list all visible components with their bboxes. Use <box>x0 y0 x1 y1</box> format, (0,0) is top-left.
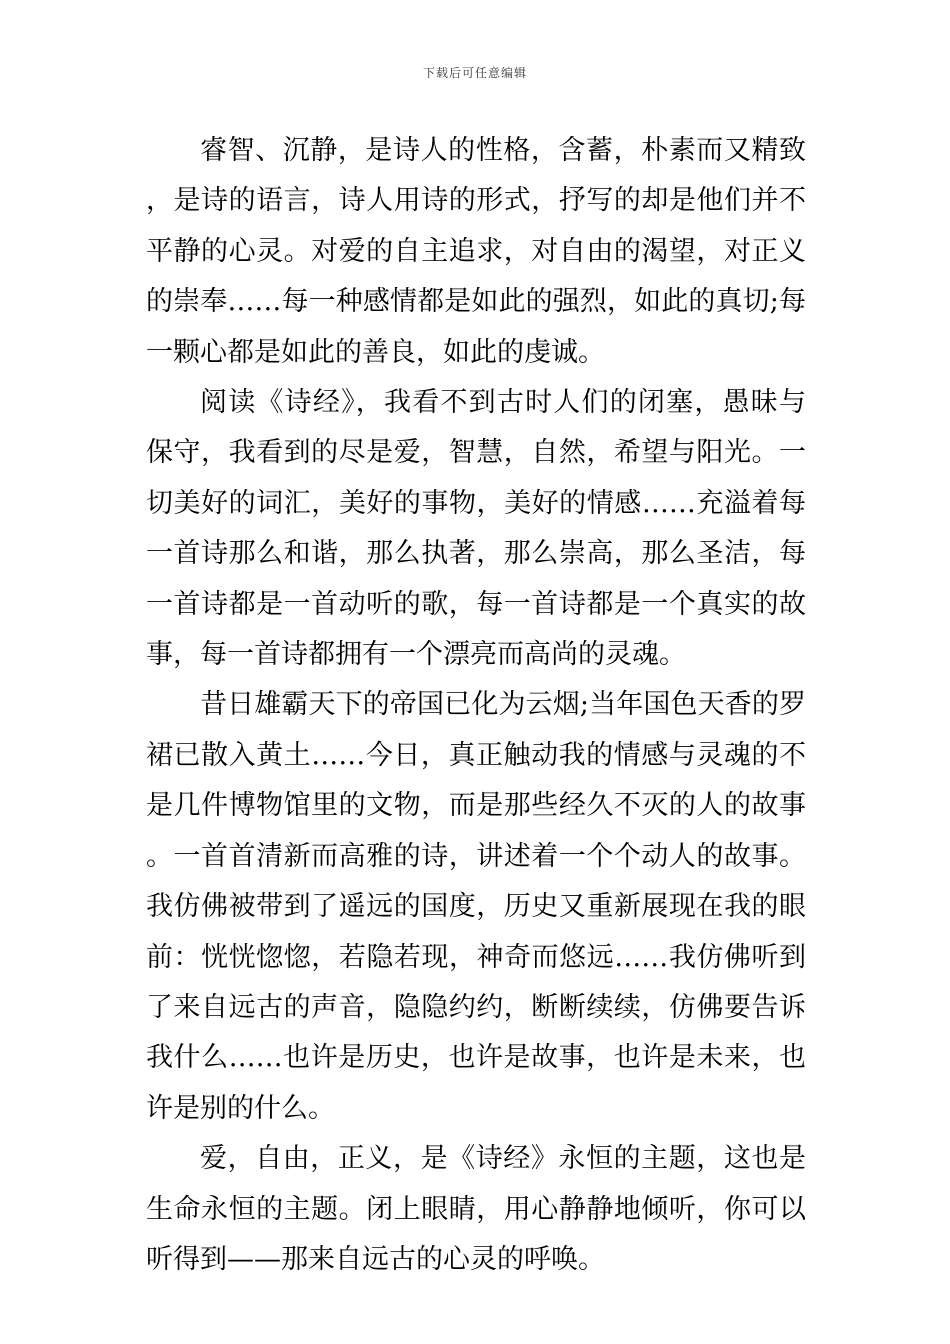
paragraph-3: 昔日雄霸天下的帝国已化为云烟;当年国色天香的罗裙已散入黄土……今日，真正触动我的情感与灵魂的不是几件博物馆里的文物，而是那些经久不灭的人的故事。一首首清新而高雅的诗，讲述着一个个动人的故事。我仿佛被带到了遥远的国度，历史又重新展现在我的眼前：恍恍惚惚，若隐若现，神奇而悠远……我仿佛听到了来自远古的声音，隐隐约约，断断续续，仿佛要告诉我什么……也许是历史，也许是故事，也许是未来，也许是别的什么。 <box>146 689 806 1124</box>
page-header: 下载后可任意编辑 <box>422 66 527 80</box>
paragraph-2: 阅读《诗经》，我看不到古时人们的闭塞，愚昧与保守，我看到的尽是爱，智慧，自然，希望与阳光。一切美好的词汇，美好的事物，美好的情感……充溢着每一首诗那么和谐，那么执著，那么崇高，那么圣洁，每一首诗都是一首动听的歌，每一首诗都是一个真实的故事，每一首诗都拥有一个漂亮而高尚的灵魂。 <box>146 387 806 671</box>
paragraph-4: 爱，自由，正义，是《诗经》永恒的主题，这也是生命永恒的主题。闭上眼睛，用心静静地倾听，你可以听得到——那来自远古的心灵的呼唤。 <box>146 1143 806 1275</box>
paragraph-1: 睿智、沉静，是诗人的性格，含蓄，朴素而又精致，是诗的语言，诗人用诗的形式，抒写的却是他们并不平静的心灵。对爱的自主追求，对自由的渴望，对正义的崇奉……每一种感情都是如此的强烈，如此的真切;每一颗心都是如此的善良，如此的虔诚。 <box>146 135 806 368</box>
document-body <box>146 126 806 1285</box>
